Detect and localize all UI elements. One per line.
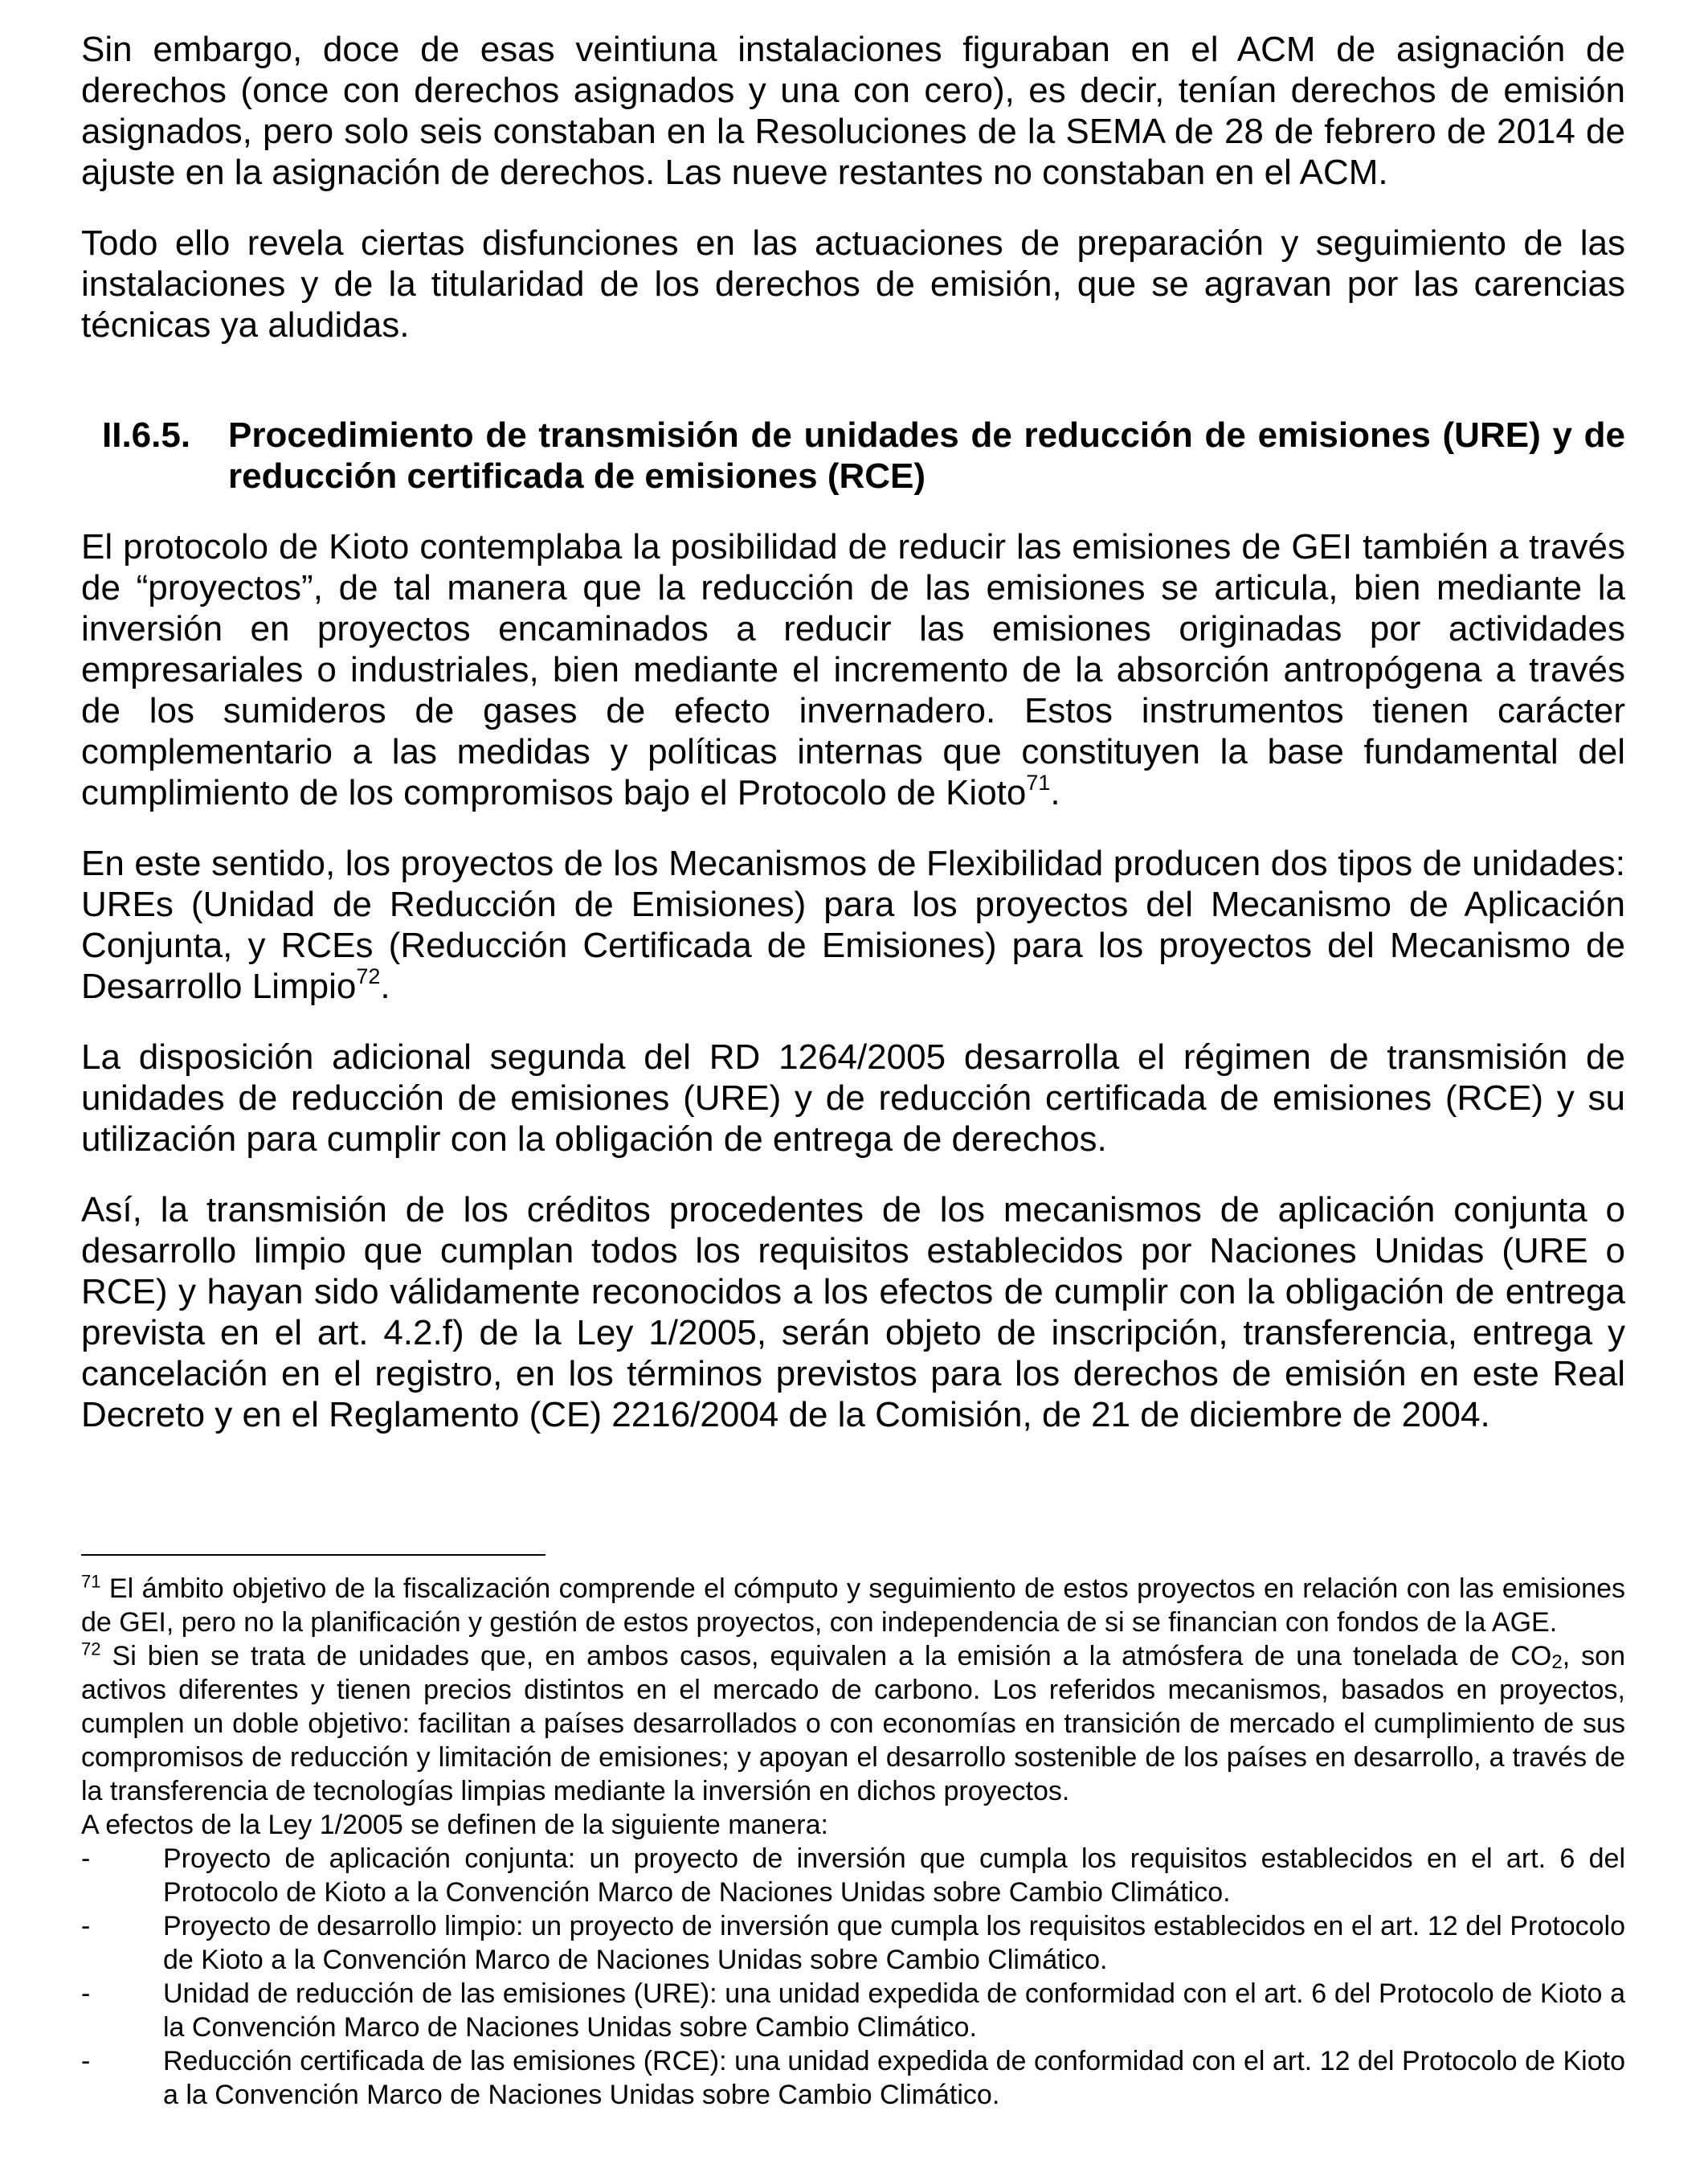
paragraph-flexibility-text: En este sentido, los proyectos de los Mecanismos de Flexibilidad producen dos tipos de unidades: UREs (Unidad de Reducción de Emisiones) para los proyectos del Mecanismo de Aplicación Conjunta, y RCEs (Reducción Certificada de Emisiones) para los proyectos del Mecanismo de Desarrollo Limpio [81, 844, 1625, 1006]
footnote-72-text-a: Si bien se trata de unidades que, en ambos casos, equivalen a la emisión a la atmósfera de una tonelada de CO [100, 1641, 1552, 1671]
paragraph-credit-transmission: Así, la transmisión de los créditos procedentes de los mecanismos de aplicación conjunta o desarrollo limpio que cumplan todos los requisitos establecidos por Naciones Unidas (URE o RCE) y hayan sido válidamente reconocidos a los efectos de cumplir con la obligación de entrega prevista en el art. 4.2.f) de la Ley 1/2005, serán objeto de inscripción, transferencia, entrega y cancelación en el registro, en los términos previstos para los derechos de emisión en este Real Decreto y en el Reglamento (CE) 2216/2004 de la Comisión, de 21 de diciembre de 2004. [81, 1190, 1625, 1434]
list-item-text: Proyecto de desarrollo limpio: un proyecto de inversión que cumpla los requisitos establecidos en el art. 12 del Protocolo de Kioto a la Convención Marco de Naciones Unidas sobre Cambio Climático. [163, 1911, 1625, 1975]
footnote-72-co2-subscript: 2 [1551, 1651, 1563, 1673]
footnote-71-text: El ámbito objetivo de la fiscalización comprende el cómputo y seguimiento de estos proyectos en relación con las emisiones de GEI, pero no la planificación y gestión de estos proyectos, con independencia de si se financian con fondos de la AGE. [81, 1573, 1625, 1638]
paragraph-kyoto-text: El protocolo de Kioto contemplaba la posibilidad de reducir las emisiones de GEI también a través de “proyectos”, de tal manera que la reducción de las emisiones se articula, bien mediante la inversión en proyectos encaminados a reducir las emisiones originadas por actividades empresariales o industriales, bien mediante el incremento de la absorción antropógena a través de los sumideros de gases de efecto invernadero. Estos instrumentos tienen carácter complementario a las medidas y políticas internas que constituyen la base fundamental del cumplimiento de los compromisos bajo el Protocolo de Kioto [81, 527, 1625, 812]
list-dash: - [81, 2046, 91, 2076]
list-item-text: Proyecto de aplicación conjunta: un proyecto de inversión que cumpla los requisitos establecidos en el art. 6 del Protocolo de Kioto a la Convención Marco de Naciones Unidas sobre Cambio Climático. [163, 1843, 1625, 1908]
paragraph-kyoto-end: . [1050, 773, 1060, 812]
list-item-text: Unidad de reducción de las emisiones (URE): una unidad expedida de conformidad con el art. 6 del Protocolo de Kioto a la Convención Marco de Naciones Unidas sobre Cambio Climático. [163, 1978, 1625, 2043]
paragraph-acm-installations: Sin embargo, doce de esas veintiuna instalaciones figuraban en el ACM de asignación de derechos (once con derechos asignados y una con cero), es decir, tenían derechos de emisión asignados, pero solo seis constaban en la Resoluciones de la SEMA de 28 de febrero de 2014 de ajuste en la asignación de derechos. Las nueve restantes no constaban en el ACM. [81, 30, 1625, 192]
list-dash: - [81, 1911, 91, 1941]
list-item [81, 1842, 1625, 1909]
footnote-71 [81, 1572, 1625, 1639]
section-heading [81, 415, 1625, 497]
section-title: Procedimiento de transmisión de unidades de reducción de emisiones (URE) y de reducción certificada de emisiones (RCE) [228, 415, 1625, 496]
footnote-72-marker: 72 [81, 1638, 101, 1659]
footnote-separator [81, 1554, 545, 1556]
footnote-71-marker: 71 [81, 1571, 101, 1592]
list-item-text: Reducción certificada de las emisiones (RCE): una unidad expedida de conformidad con el art. 12 del Protocolo de Kioto a la Convención Marco de Naciones Unidas sobre Cambio Climático. [163, 2046, 1625, 2110]
footnotes [81, 1554, 1625, 2112]
paragraph-kyoto-projects [81, 526, 1625, 813]
footnote-ref-71[interactable]: 71 [1026, 771, 1051, 796]
list-item [81, 1909, 1625, 1977]
paragraph-flexibility-mechanisms [81, 843, 1625, 1007]
paragraph-dysfunctions: Todo ello revela ciertas disfunciones en las actuaciones de preparación y seguimiento de las instalaciones y de la titularidad de los derechos de emisión, que se agravan por las carencias técnicas ya aludidas. [81, 223, 1625, 345]
list-dash: - [81, 1843, 91, 1874]
footnote-ref-72[interactable]: 72 [356, 964, 381, 989]
footnote-72 [81, 1639, 1625, 1808]
section-number: II.6.5. [102, 415, 191, 455]
paragraph-flexibility-end: . [380, 967, 390, 1006]
document-body [81, 29, 1625, 1435]
footnote-72-intro: A efectos de la Ley 1/2005 se definen de la siguiente manera: [81, 1810, 828, 1840]
list-dash: - [81, 1978, 91, 2009]
list-item [81, 2044, 1625, 2112]
definitions-list [81, 1842, 1625, 2112]
footnote-72-text-b: , son activos diferentes y tienen precios distintos en el mercado de carbono. Los referidos mecanismos, basados en proyectos, cumplen un doble objetivo: facilitan a países desarrollados o con economías en transición de mercado el cumplimiento de sus compromisos de reducción y limitación de emisiones; y apoyan el desarrollo sostenible de los países en desarrollo, a través de la transferencia de tecnologías limpias mediante la inversión en dichos proyectos. [81, 1641, 1625, 1806]
paragraph-rd-1264: La disposición adicional segunda del RD 1264/2005 desarrolla el régimen de transmisión de unidades de reducción de emisiones (URE) y de reducción certificada de emisiones (RCE) y su utilización para cumplir con la obligación de entrega de derechos. [81, 1037, 1625, 1159]
list-item [81, 1977, 1625, 2044]
